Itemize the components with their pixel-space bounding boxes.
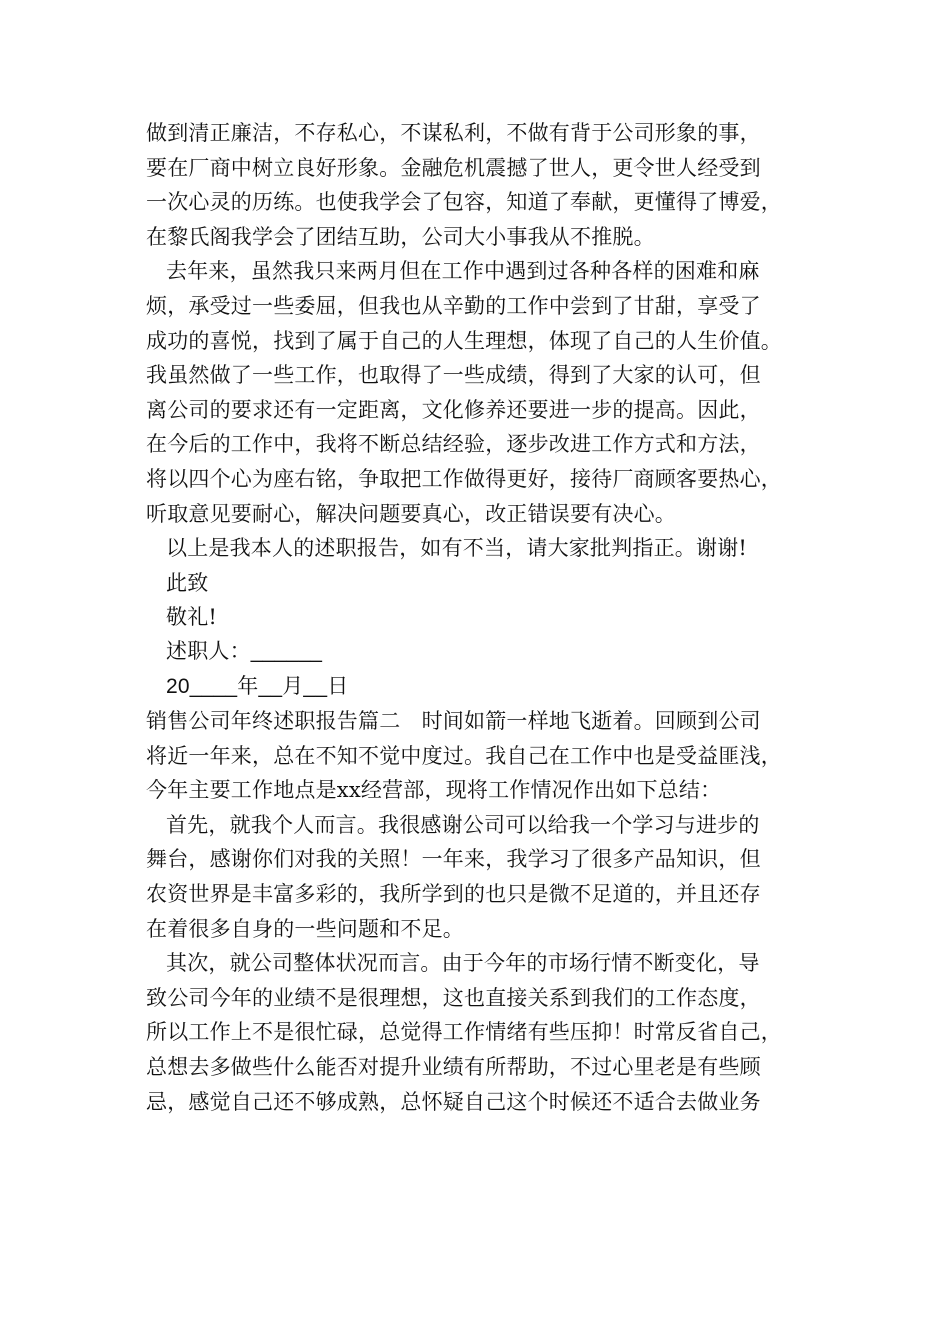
text-line: 将近一年来，总在不知不觉中度过。我自己在工作中也是受益匪浅，: [146, 743, 782, 768]
signature-line: 述职人：______: [166, 639, 323, 663]
text-line: 总想去多做些什么能否对提升业绩有所帮助，不过心里老是有些顾: [146, 1055, 761, 1080]
text-line: 所以工作上不是很忙碌，总觉得工作情绪有些压抑！时常反省自己，: [146, 1020, 782, 1045]
text-line: 舞台，感谢你们对我的关照！一年来，我学习了很多产品知识，但: [146, 847, 761, 872]
text-line: 致公司今年的业绩不是很理想，这也直接关系到我们的工作态度，: [146, 985, 761, 1010]
text-line: 其次，就公司整体状况而言。由于今年的市场行情不断变化，导: [166, 951, 760, 976]
text-line: 烦，承受过一些委屈，但我也从辛勤的工作中尝到了甘甜，享受了: [146, 293, 761, 318]
text-line: 首先，就我个人而言。我很感谢公司可以给我一个学习与进步的: [166, 812, 760, 837]
text-line: 要在厂商中树立良好形象。金融危机震撼了世人，更令世人经受到: [146, 155, 761, 180]
text-line: 今年主要工作地点是xx经营部，现将工作情况作出如下总结：: [146, 778, 722, 803]
text-line: 做到清正廉洁，不存私心，不谋私利，不做有背于公司形象的事，: [146, 121, 761, 145]
text-line: 在着很多自身的一些问题和不足。: [146, 916, 464, 941]
closing-line: 此致: [166, 570, 209, 595]
salutation-line: 敬礼!: [166, 605, 218, 630]
text-line: 在今后的工作中，我将不断总结经验，逐步改进工作方式和方法，: [146, 432, 761, 457]
text-line: 成功的喜悦，找到了属于自己的人生理想，体现了自己的人生价值。: [146, 328, 782, 353]
document-body: [146, 116, 818, 1119]
text-line: 农资世界是丰富多彩的，我所学到的也只是微不足道的，并且还存: [146, 882, 761, 907]
section-heading-line: 销售公司年终述职报告篇二 时间如箭一样地飞逝着。回顾到公司: [146, 709, 761, 734]
text-line: 一次心灵的历练。也使我学会了包容，知道了奉献，更懂得了博爱，: [146, 190, 782, 215]
text-line: 在黎氏阁我学会了团结互助，公司大小事我从不推脱。: [146, 224, 655, 249]
date-line: 20____年__月__日: [166, 674, 349, 698]
text-line: 将以四个心为座右铭，争取把工作做得更好，接待厂商顾客要热心，: [146, 466, 782, 491]
text-line: 忌，感觉自己还不够成熟，总怀疑自己这个时候还不适合去做业务: [146, 1089, 761, 1114]
text-line: 听取意见要耐心，解决问题要真心，改正错误要有决心。: [146, 501, 676, 526]
text-line: 以上是我本人的述职报告，如有不当，请大家批判指正。谢谢!: [166, 536, 748, 561]
text-line: 我虽然做了一些工作，也取得了一些成绩，得到了大家的认可，但: [146, 363, 761, 388]
text-line: 去年来，虽然我只来两月但在工作中遇到过各种各样的困难和麻: [166, 259, 760, 284]
text-line: 离公司的要求还有一定距离，文化修养还要进一步的提高。因此，: [146, 397, 761, 422]
